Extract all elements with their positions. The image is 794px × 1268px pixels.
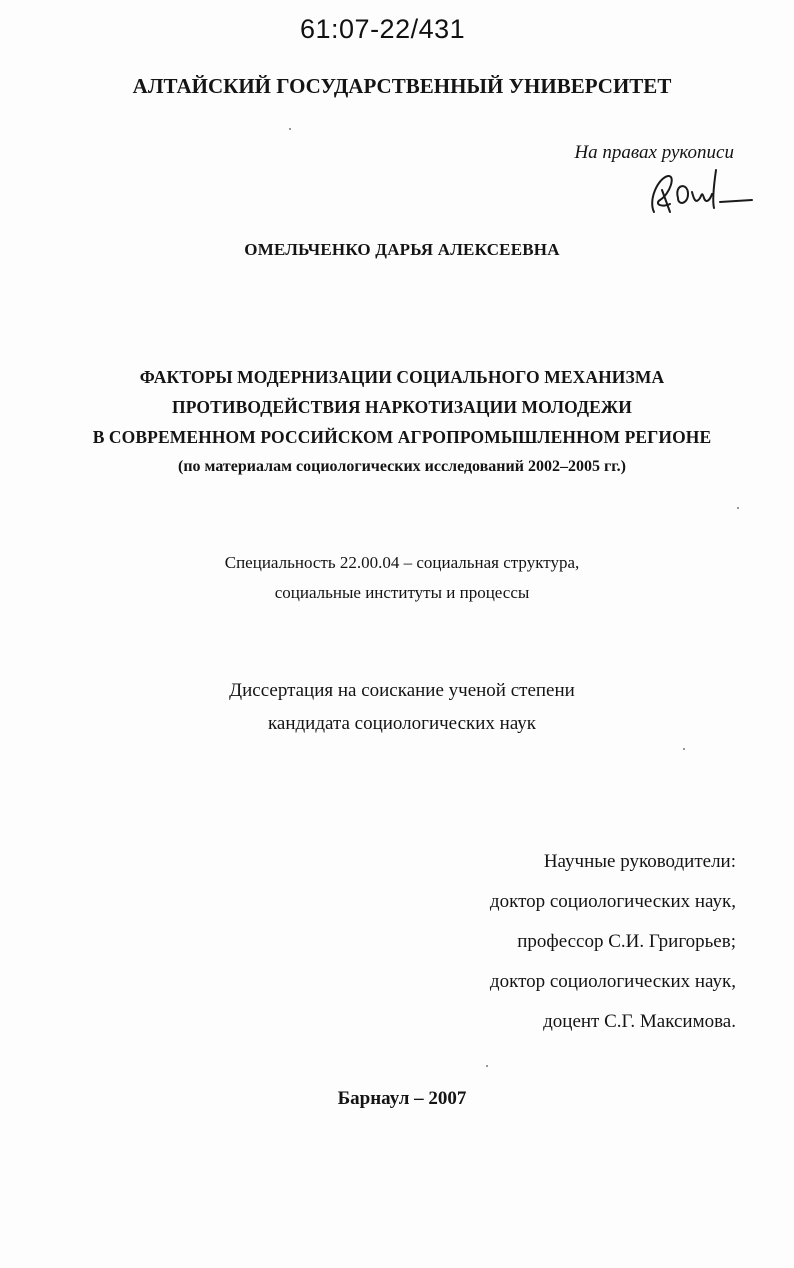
university-name: АЛТАЙСКИЙ ГОСУДАРСТВЕННЫЙ УНИВЕРСИТЕТ xyxy=(132,74,672,98)
dissertation-title xyxy=(0,362,794,482)
title-line: ПРОТИВОДЕЙСТВИЯ НАРКОТИЗАЦИИ МОЛОДЕЖИ xyxy=(172,397,632,417)
supervisors-line: Научные руководители: xyxy=(543,851,736,872)
rights-note: На правах рукописи xyxy=(574,142,734,163)
city-year: Барнаул – 2007 xyxy=(337,1088,467,1109)
degree-block xyxy=(0,674,794,740)
title-line: ФАКТОРЫ МОДЕРНИЗАЦИИ СОЦИАЛЬНОГО МЕХАНИЗМА xyxy=(139,367,665,387)
handwritten-signature xyxy=(640,164,760,224)
title-line: В СОВРЕМЕННОМ РОССИЙСКОМ АГРОПРОМЫШЛЕННОМ РЕГИОНЕ xyxy=(92,427,712,447)
scan-speck xyxy=(289,128,291,130)
supervisors-line: доктор социологических наук, xyxy=(489,971,736,992)
supervisors-line: доктор социологических наук, xyxy=(489,891,736,912)
supervisors-block xyxy=(490,842,736,1042)
degree-line: кандидата социологических наук xyxy=(267,713,537,734)
author-name: ОМЕЛЬЧЕНКО ДАРЬЯ АЛЕКСЕЕВНА xyxy=(244,240,560,259)
scan-speck xyxy=(486,1065,488,1067)
degree-line: Диссертация на соискание ученой степени xyxy=(229,680,575,701)
scan-speck xyxy=(737,507,739,509)
supervisors-line: профессор С.И. Григорьев; xyxy=(517,931,736,952)
title-subtitle: (по материалам социологических исследований 2002–2005 гг.) xyxy=(178,458,626,475)
supervisors-line: доцент С.Г. Максимова. xyxy=(543,1011,736,1032)
specialty-block xyxy=(0,548,794,608)
archive-stamp-code: 61:07-22/431 xyxy=(300,14,466,44)
scan-speck xyxy=(683,748,685,750)
specialty-line: Специальность 22.00.04 – социальная структура, xyxy=(224,553,580,572)
specialty-line: социальные институты и процессы xyxy=(274,583,530,602)
